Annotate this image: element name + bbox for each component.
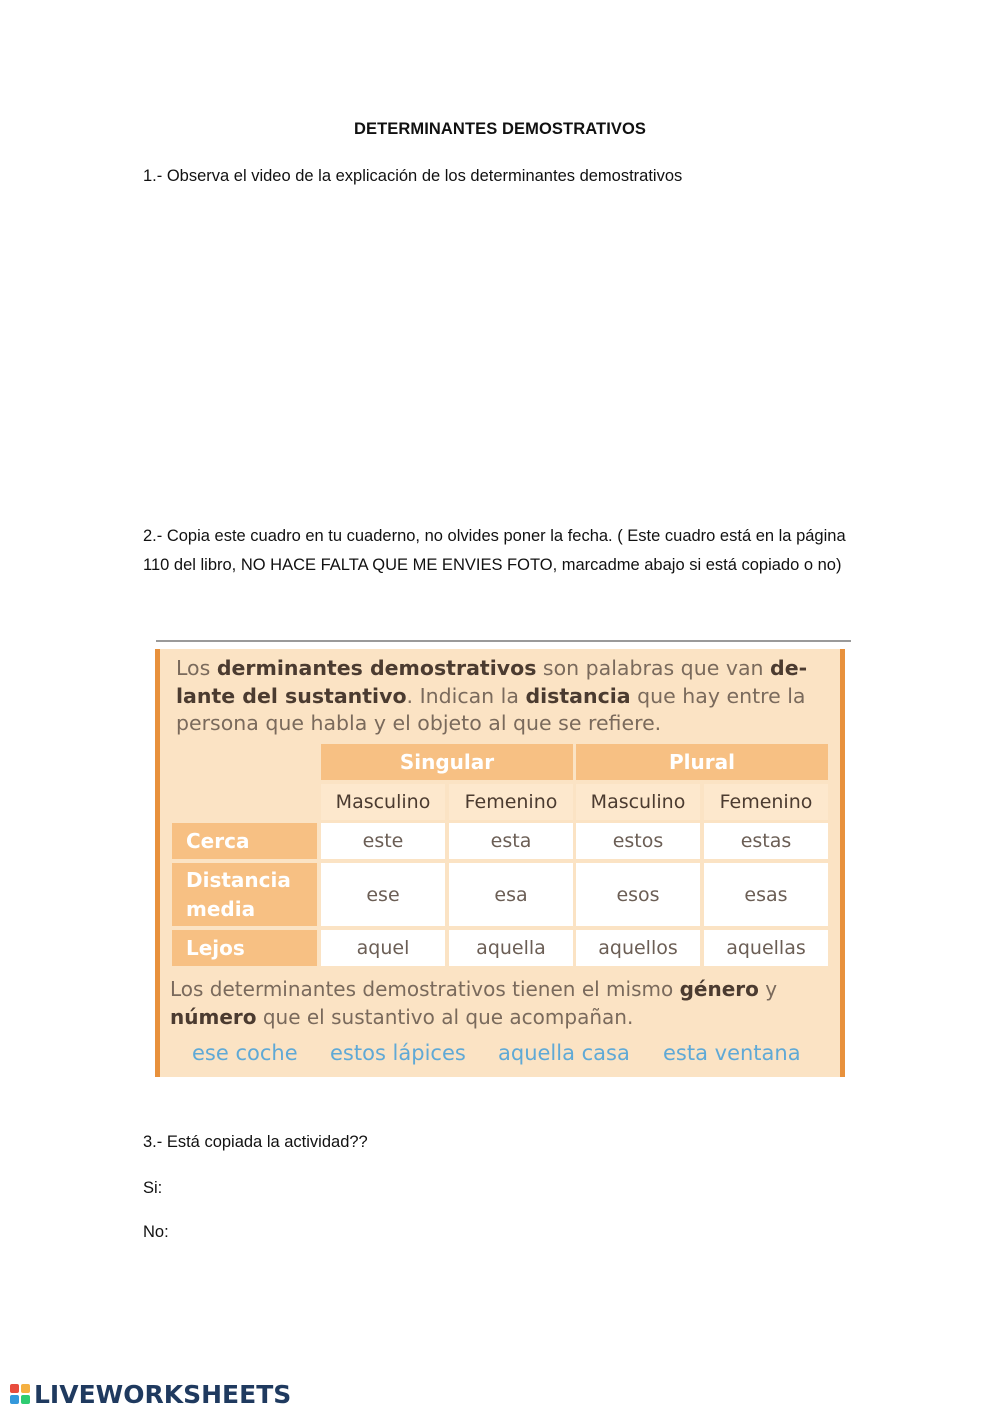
intro-text: . Indican la [406,683,526,708]
outro-text: y [758,977,778,1001]
subheader: Masculino [321,784,445,820]
row-label-lejos: Lejos [172,930,317,966]
box-top-rule [156,640,851,642]
example-phrase: aquella casa [498,1041,630,1065]
page-title: DETERMINANTES DEMOSTRATIVOS [353,120,647,138]
table-cell: aquellas [704,930,828,966]
table-cell: aquellos [576,930,700,966]
table-cell: estas [704,823,828,859]
answer-si-label: Si: [143,1179,163,1197]
question-1: 1.- Observa el video de la explicación de los determinantes demostrativos [143,167,683,185]
subheader: Masculino [576,784,700,820]
table-cell: este [321,823,445,859]
header-plural: Plural [576,744,828,780]
table-cell: esta [449,823,573,859]
table-cell: estos [576,823,700,859]
table-cell: aquel [321,930,445,966]
example-phrase: ese coche [192,1041,298,1065]
intro-bold: derminantes demostrativos [216,656,537,680]
brand-text: LIVEWORKSHEETS [34,1380,292,1409]
box-outro [170,975,842,1031]
table-cell: ese [321,863,445,926]
outro-text: Los determinantes demostrativos tienen el mismo [170,977,680,1001]
row-label-distancia-media: Distancia media [172,863,317,926]
header-singular: Singular [321,744,573,780]
outro-bold: número [170,1005,257,1029]
table-cell: aquella [449,930,573,966]
question-2: 2.- Copia este cuadro en tu cuaderno, no olvides poner la fecha. ( Este cuadro está en la página 110 del libro, NO HACE FALTA QUE ME ENVIES FOTO, marcadme abajo si está copiado o no) [143,527,846,574]
intro-bold: distancia [525,683,631,708]
subheader: Femenino [704,784,828,820]
answer-no-label: No: [143,1223,169,1241]
row-label-cerca: Cerca [172,823,317,859]
examples-row [192,1041,832,1071]
example-phrase: esta ventana [663,1041,801,1065]
liveworksheets-logo-icon [10,1384,32,1408]
box-intro [176,655,836,738]
subheader: Femenino [449,784,573,820]
intro-text: que hay entre la persona que habla y el objeto al que se refiere. [176,683,806,735]
determinantes-box [155,649,845,1077]
liveworksheets-logo [10,1380,291,1409]
intro-text: son palabras que van [536,656,771,680]
table-cell: esa [449,863,573,926]
outro-text: que el sustantivo al que acompañan. [256,1005,634,1029]
example-phrase: estos lápices [330,1041,466,1065]
intro-text: Los [176,656,217,680]
intro-bold: de-lante del sustantivo [176,656,808,708]
table-cell: esos [576,863,700,926]
table-cell: esas [704,863,828,926]
outro-bold: género [679,977,759,1001]
question-3: 3.- Está copiada la actividad?? [143,1133,368,1151]
